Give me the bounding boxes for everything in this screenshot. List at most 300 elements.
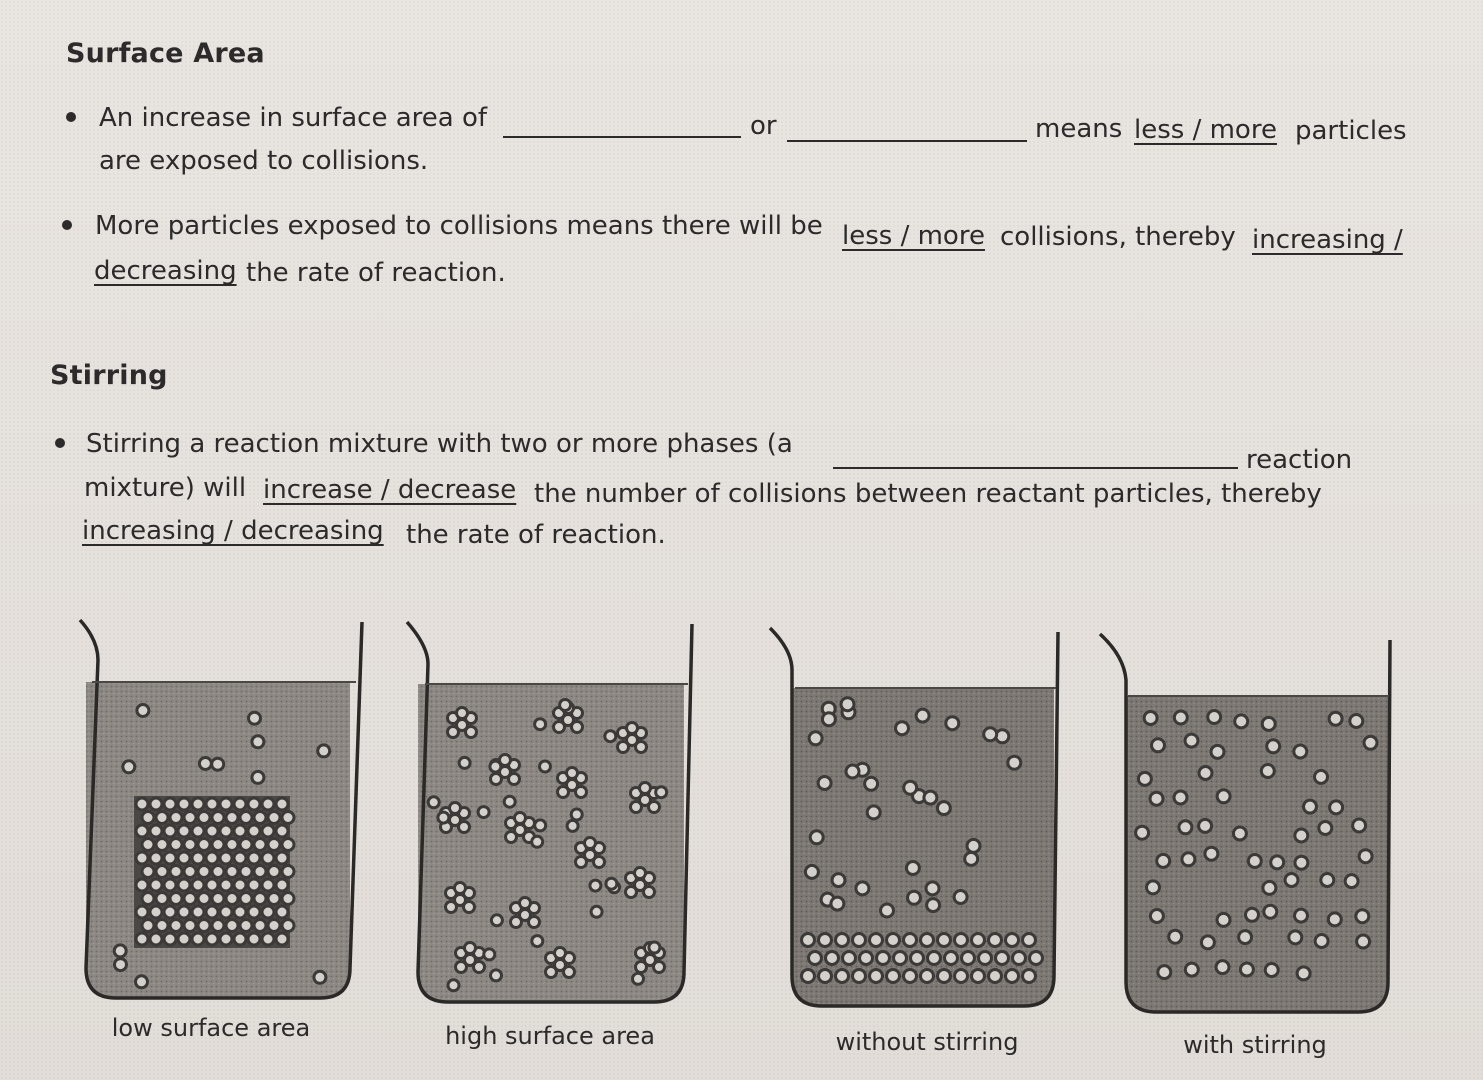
particle: [254, 920, 266, 932]
sa-bullet1-or: or: [750, 111, 777, 141]
particle: [226, 812, 238, 824]
particle: [198, 866, 210, 878]
particle: [853, 934, 866, 947]
particle: [156, 893, 168, 905]
particle: [802, 970, 815, 983]
particle: [206, 852, 218, 864]
particle: [832, 874, 845, 887]
particle: [506, 832, 517, 843]
particle: [515, 813, 526, 824]
particle: [1364, 736, 1377, 749]
particle: [474, 962, 485, 973]
particle: [249, 712, 261, 724]
particle: [520, 898, 531, 909]
particle: [618, 742, 629, 753]
particle: [248, 825, 260, 837]
particle: [1201, 936, 1214, 949]
particle: [142, 920, 154, 932]
particle: [484, 949, 495, 960]
beaker-diagrams: [0, 600, 1483, 1020]
particle: [156, 866, 168, 878]
st-bullet1-part2a: mixture) will: [84, 473, 247, 503]
particle: [448, 727, 459, 738]
particle: [511, 917, 522, 928]
particle: [894, 952, 907, 965]
particle: [1297, 967, 1310, 980]
particle: [136, 852, 148, 864]
particle: [226, 920, 238, 932]
particle: [924, 791, 937, 804]
particle: [268, 812, 280, 824]
st-bullet1-part3: the rate of reaction.: [406, 520, 666, 550]
particle: [860, 952, 873, 965]
particle: [198, 893, 210, 905]
particle: [448, 980, 459, 991]
surface-area-heading: Surface Area: [66, 38, 265, 69]
particle: [1179, 821, 1192, 834]
particle: [870, 970, 883, 983]
particle: [212, 839, 224, 851]
particle: [1157, 854, 1170, 867]
particle: [1294, 745, 1307, 758]
particle: [881, 904, 894, 917]
particle: [818, 777, 831, 790]
particle: [220, 933, 232, 945]
particle: [1315, 770, 1328, 783]
particle: [585, 838, 596, 849]
particle: [1356, 910, 1369, 923]
blank-line-3[interactable]: [833, 467, 1238, 469]
particle: [240, 920, 252, 932]
particle: [937, 802, 950, 815]
particle: [459, 822, 470, 833]
particle: [438, 812, 449, 823]
particle: [529, 917, 540, 928]
particle: [1008, 756, 1021, 769]
particle: [853, 970, 866, 983]
particle: [928, 952, 941, 965]
st-bullet1-choice1[interactable]: increase / decrease: [263, 475, 517, 505]
particle: [164, 798, 176, 810]
particle: [178, 852, 190, 864]
particle: [459, 757, 470, 768]
particle: [252, 736, 264, 748]
particle: [921, 934, 934, 947]
particle: [268, 839, 280, 851]
sa-bullet1-text: An increase in surface area of: [99, 103, 488, 133]
particle: [504, 796, 515, 807]
sa-bullet2-text: More particles exposed to collisions means there will be: [95, 211, 823, 241]
particle: [836, 934, 849, 947]
particle: [136, 976, 148, 988]
particle: [954, 891, 967, 904]
particle: [276, 852, 288, 864]
particle: [212, 893, 224, 905]
particle: [491, 915, 502, 926]
particle: [636, 962, 647, 973]
particle: [656, 787, 667, 798]
particle: [1261, 765, 1274, 778]
particle: [248, 933, 260, 945]
particle: [1216, 961, 1229, 974]
particle: [206, 879, 218, 891]
particle: [945, 952, 958, 965]
particle: [1353, 819, 1366, 832]
particle: [606, 878, 617, 889]
blank-line-1[interactable]: [503, 136, 741, 138]
particle: [560, 700, 571, 711]
particle: [576, 787, 587, 798]
particle: [465, 943, 476, 954]
particle: [984, 728, 997, 741]
particle: [282, 893, 294, 905]
particle: [826, 952, 839, 965]
sa-bullet1-means: means: [1035, 114, 1123, 144]
beaker-with-stirring: [1100, 634, 1390, 1012]
sa-bullet1-line2: are exposed to collisions.: [99, 146, 429, 176]
particle: [955, 970, 968, 983]
particle: [466, 727, 477, 738]
particle: [1013, 952, 1026, 965]
particle: [1319, 822, 1332, 835]
particle: [234, 933, 246, 945]
sa-bullet2-choice2b[interactable]: decreasing: [94, 256, 237, 286]
particle: [1023, 970, 1036, 983]
particle: [996, 952, 1009, 965]
stirring-heading: Stirring: [50, 360, 168, 391]
particle: [164, 879, 176, 891]
particle: [262, 906, 274, 918]
particle: [184, 839, 196, 851]
particle: [870, 934, 883, 947]
particle: [635, 868, 646, 879]
particle: [1147, 881, 1160, 894]
particle: [1185, 734, 1198, 747]
particle: [226, 893, 238, 905]
particle: [234, 798, 246, 810]
particle: [1240, 963, 1253, 976]
particle: [1304, 800, 1317, 813]
particle: [590, 880, 601, 891]
particle: [136, 906, 148, 918]
particle: [906, 862, 919, 875]
sa-bullet2-choice2a[interactable]: increasing /: [1252, 225, 1403, 255]
particle: [649, 802, 660, 813]
particle: [192, 933, 204, 945]
particle: [212, 920, 224, 932]
particle: [220, 879, 232, 891]
particle: [142, 893, 154, 905]
particle: [927, 899, 940, 912]
particle: [276, 825, 288, 837]
particle: [972, 934, 985, 947]
particle: [967, 839, 980, 852]
particle: [234, 852, 246, 864]
particle: [234, 825, 246, 837]
particle: [192, 798, 204, 810]
particle: [1169, 930, 1182, 943]
particle: [567, 820, 578, 831]
particle: [955, 934, 968, 947]
particle: [248, 906, 260, 918]
particle: [491, 970, 502, 981]
particle: [1330, 801, 1343, 814]
particle: [572, 722, 583, 733]
particle: [633, 973, 644, 984]
particle: [810, 831, 823, 844]
particle: [1174, 791, 1187, 804]
particle: [240, 839, 252, 851]
particle: [136, 879, 148, 891]
particle: [1285, 874, 1298, 887]
caption-without-stirring: without stirring: [835, 1028, 1019, 1056]
particle: [841, 698, 854, 711]
particle: [206, 825, 218, 837]
particle: [896, 722, 909, 735]
particle: [220, 906, 232, 918]
particle: [206, 798, 218, 810]
particle: [1185, 963, 1198, 976]
particle: [150, 798, 162, 810]
particle: [1263, 881, 1276, 894]
particle: [979, 952, 992, 965]
particle: [240, 812, 252, 824]
particle: [142, 839, 154, 851]
particle: [626, 887, 637, 898]
particle: [212, 812, 224, 824]
particle: [649, 942, 660, 953]
particle: [464, 902, 475, 913]
particle: [428, 797, 439, 808]
particle: [136, 798, 148, 810]
st-bullet1-reaction: reaction: [1246, 445, 1353, 475]
particle: [654, 962, 665, 973]
blank-line-2[interactable]: [787, 140, 1027, 142]
particle: [318, 745, 330, 757]
particle: [535, 820, 546, 831]
particle: [558, 787, 569, 798]
particle: [170, 812, 182, 824]
particle: [123, 761, 135, 773]
particle: [184, 866, 196, 878]
particle: [142, 812, 154, 824]
particle: [1233, 827, 1246, 840]
particle: [150, 825, 162, 837]
particle: [198, 920, 210, 932]
particle: [887, 934, 900, 947]
particle: [605, 731, 616, 742]
st-bullet1-choice2[interactable]: increasing / decreasing: [82, 516, 384, 546]
particle: [546, 967, 557, 978]
particle: [1199, 767, 1212, 780]
particle: [198, 812, 210, 824]
particle: [156, 812, 168, 824]
particle: [282, 839, 294, 851]
particle: [1208, 711, 1221, 724]
particle: [150, 852, 162, 864]
particle: [276, 906, 288, 918]
particle: [805, 865, 818, 878]
particle: [220, 825, 232, 837]
particle: [1158, 966, 1171, 979]
particle: [1205, 847, 1218, 860]
particle: [843, 952, 856, 965]
particle: [887, 970, 900, 983]
particle: [926, 882, 939, 895]
particle: [1182, 853, 1195, 866]
particle: [220, 798, 232, 810]
particle: [1150, 910, 1163, 923]
particle: [965, 852, 978, 865]
particle: [908, 891, 921, 904]
particle: [1289, 931, 1302, 944]
particle: [234, 906, 246, 918]
particle: [1264, 905, 1277, 918]
particle: [456, 962, 467, 973]
particle: [911, 952, 924, 965]
particle: [865, 777, 878, 790]
particle: [220, 852, 232, 864]
particle: [268, 893, 280, 905]
particle: [540, 761, 551, 772]
particle: [192, 879, 204, 891]
particle: [636, 742, 647, 753]
sa-bullet1-particles: particles: [1295, 116, 1407, 146]
particle: [1030, 952, 1043, 965]
particle: [1006, 970, 1019, 983]
particle: [1295, 856, 1308, 869]
bullet-point: [66, 112, 76, 122]
sa-bullet2-part2: collisions, thereby: [1000, 222, 1236, 252]
particle: [252, 771, 264, 783]
particle: [268, 866, 280, 878]
particle: [142, 866, 154, 878]
particle: [137, 705, 149, 717]
particle: [478, 807, 489, 818]
particle: [567, 768, 578, 779]
particle: [164, 825, 176, 837]
particle: [819, 934, 832, 947]
particle: [594, 857, 605, 868]
particle: [248, 798, 260, 810]
particle: [1295, 909, 1308, 922]
particle: [234, 879, 246, 891]
particle: [1248, 855, 1261, 868]
bullet-point: [62, 220, 72, 230]
particle: [809, 952, 822, 965]
particle: [576, 857, 587, 868]
particle: [1023, 934, 1036, 947]
particle: [1328, 913, 1341, 926]
st-bullet1-part2b: the number of collisions between reactant particles, thereby: [534, 479, 1322, 509]
particle: [867, 806, 880, 819]
particle: [170, 839, 182, 851]
particle: [150, 879, 162, 891]
particle: [938, 970, 951, 983]
particle: [240, 866, 252, 878]
particle: [822, 713, 835, 726]
sa-bullet1-choice[interactable]: less / more: [1134, 115, 1277, 145]
particle: [446, 902, 457, 913]
particle: [198, 839, 210, 851]
particle: [989, 934, 1002, 947]
particle: [1138, 772, 1151, 785]
particle: [150, 933, 162, 945]
particle: [248, 879, 260, 891]
particle: [192, 852, 204, 864]
particle: [282, 812, 294, 824]
particle: [802, 934, 815, 947]
particle: [946, 717, 959, 730]
particle: [192, 825, 204, 837]
particle: [1321, 874, 1334, 887]
particle: [212, 758, 224, 770]
particle: [254, 866, 266, 878]
particle: [254, 893, 266, 905]
particle: [509, 774, 520, 785]
particle: [164, 852, 176, 864]
particle: [904, 970, 917, 983]
particle: [564, 967, 575, 978]
particle: [491, 774, 502, 785]
particle: [262, 879, 274, 891]
sa-bullet2-part3: the rate of reaction.: [246, 258, 506, 288]
particle: [455, 883, 466, 894]
particle: [1211, 745, 1224, 758]
particle: [1359, 850, 1372, 863]
particle: [212, 866, 224, 878]
particle: [136, 825, 148, 837]
particle: [1174, 711, 1187, 724]
particle: [282, 920, 294, 932]
st-bullet1-text: Stirring a reaction mixture with two or more phases (a: [86, 429, 793, 459]
particle: [1152, 739, 1165, 752]
particle: [1150, 792, 1163, 805]
particle: [916, 709, 929, 722]
particle: [150, 906, 162, 918]
particle: [1345, 875, 1358, 888]
particle: [276, 879, 288, 891]
particle: [1357, 935, 1370, 948]
particle: [962, 952, 975, 965]
particle: [184, 920, 196, 932]
particle: [972, 970, 985, 983]
particle: [262, 825, 274, 837]
particle: [627, 723, 638, 734]
particle: [836, 970, 849, 983]
particle: [457, 708, 468, 719]
bullet-point: [55, 438, 65, 448]
particle: [856, 882, 869, 895]
particle: [877, 952, 890, 965]
particle: [192, 906, 204, 918]
particle: [640, 783, 651, 794]
particle: [184, 812, 196, 824]
particle: [1217, 790, 1230, 803]
sa-bullet2-choice1[interactable]: less / more: [842, 221, 985, 251]
particle: [240, 893, 252, 905]
particle: [156, 920, 168, 932]
particle: [164, 933, 176, 945]
particle: [178, 825, 190, 837]
particle: [178, 798, 190, 810]
particle: [268, 920, 280, 932]
particle: [1199, 819, 1212, 832]
particle: [532, 836, 543, 847]
particle: [1315, 935, 1328, 948]
particle: [1262, 717, 1275, 730]
particle: [262, 798, 274, 810]
